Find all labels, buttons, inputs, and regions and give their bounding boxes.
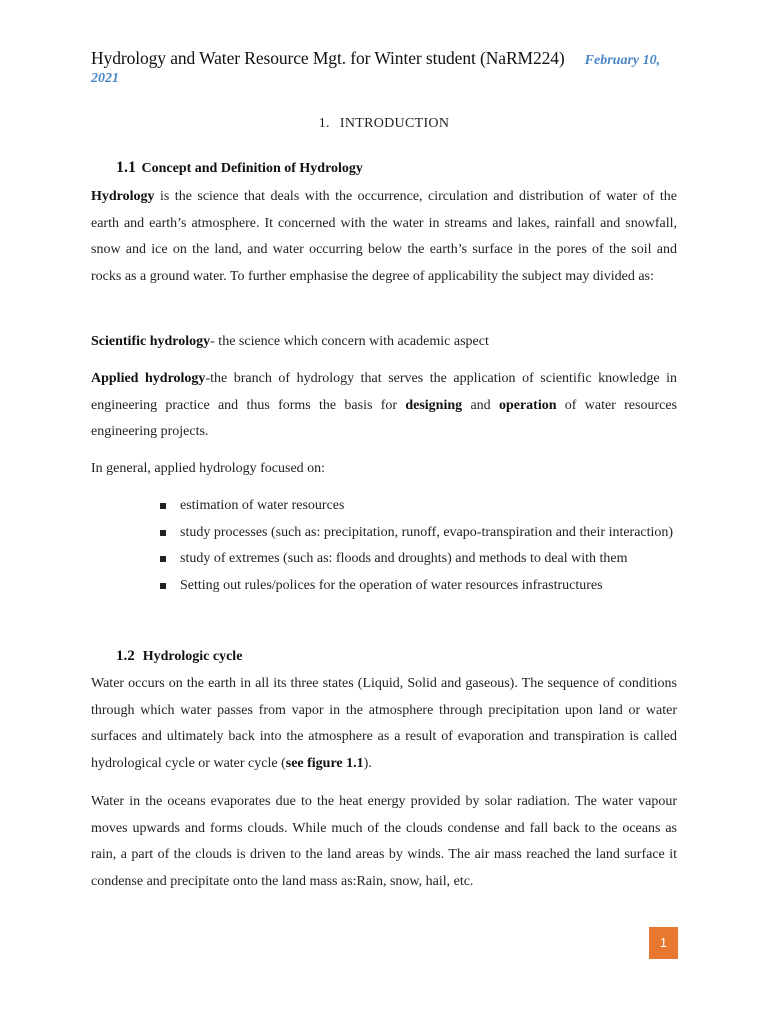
chapter-heading	[0, 116, 768, 132]
section-title: Hydrologic cycle	[142, 649, 243, 664]
list-item-text: estimation of water resources	[180, 498, 345, 513]
term-applied-hydrology: Applied hydrology	[91, 371, 206, 386]
bullet-square-icon	[160, 530, 166, 536]
paragraph-text: -the branch of hydrology that serves the application of scientific knowledge in engineering practice and thus forms the basis for	[91, 371, 677, 413]
paragraph-hydrologic-cycle	[91, 671, 677, 777]
bullet-list	[160, 493, 677, 599]
list-item	[160, 546, 677, 573]
page-number-badge	[649, 927, 678, 959]
header-date-year: 2021	[91, 71, 119, 86]
header-date: February 10,	[584, 53, 661, 68]
list-item-text: Setting out rules/polices for the operation of water resources infrastructures	[180, 577, 603, 593]
chapter-number: 1.	[318, 116, 330, 131]
paragraph-general	[91, 456, 677, 483]
figure-reference: see figure 1.1	[285, 755, 364, 771]
paragraph-text: - the science which concern with academic aspect	[210, 334, 489, 349]
chapter-title: INTRODUCTION	[339, 116, 450, 131]
paragraph-applied-hydrology	[91, 366, 677, 446]
paragraph-text: is the science that deals with the occurrence, circulation and distribution of water of the earth and earth’s atmosphere. It concerned with the water in streams and lakes, rainfall and snowfall, snow and ice on the land, and water occurring below the earth’s surface in the pores of the soil and rocks as a ground water. To further emphasise the degree of applicability the subject may divided as:	[91, 189, 677, 284]
bullet-square-icon	[160, 503, 166, 509]
paragraph-text: In general, applied hydrology focused on:	[91, 461, 326, 476]
term-hydrology: Hydrology	[91, 189, 155, 204]
page-header	[91, 46, 691, 91]
section-heading-1-2	[116, 648, 242, 665]
bullet-square-icon	[160, 583, 166, 589]
paragraph-oceans	[91, 789, 677, 895]
paragraph-text: ).	[363, 755, 372, 771]
paragraph-hydrology-definition	[91, 184, 677, 290]
paragraph-text: of water resources engineering projects.	[91, 397, 677, 439]
section-number: 1.2	[116, 648, 135, 664]
page-number: 1	[659, 935, 668, 950]
term-operation: operation	[498, 397, 557, 413]
list-item	[160, 573, 677, 600]
list-item	[160, 520, 677, 547]
list-item-text: study of extremes (such as: floods and droughts) and methods to deal with them	[180, 551, 628, 566]
list-item	[160, 493, 677, 520]
paragraph-text: Water in the oceans evaporates due to the heat energy provided by solar radiation. The water vapour moves upwards and forms clouds. While much of the clouds condense and fall back to the oceans as rain, a part of the clouds is driven to the land areas by winds. The air mass reached the land surface it condense and precipitate onto the land mass as:Rain, snow, hail, etc.	[91, 794, 677, 889]
section-title: Concept and Definition of Hydrology	[141, 161, 363, 176]
term-designing: designing	[405, 397, 463, 413]
bullet-square-icon	[160, 556, 166, 562]
paragraph-text: and	[462, 397, 499, 413]
list-item-text: study processes (such as: precipitation, runoff, evapo-transpiration and their interaction)	[180, 524, 674, 540]
term-scientific-hydrology: Scientific hydrology	[91, 334, 211, 349]
section-number: 1.1	[116, 159, 136, 176]
section-heading-1-1	[116, 159, 363, 177]
header-title: Hydrology and Water Resource Mgt. for Winter student (NaRM224)	[91, 48, 565, 68]
paragraph-scientific-hydrology	[91, 329, 677, 356]
paragraph-text: Water occurs on the earth in all its three states (Liquid, Solid and gaseous). The sequence of conditions through which water passes from vapor in the atmosphere through precipitation upon land or water surfaces and ultimately back into the atmosphere as a result of evaporation and transpiration is called hydrological cycle or water cycle (	[91, 676, 677, 771]
